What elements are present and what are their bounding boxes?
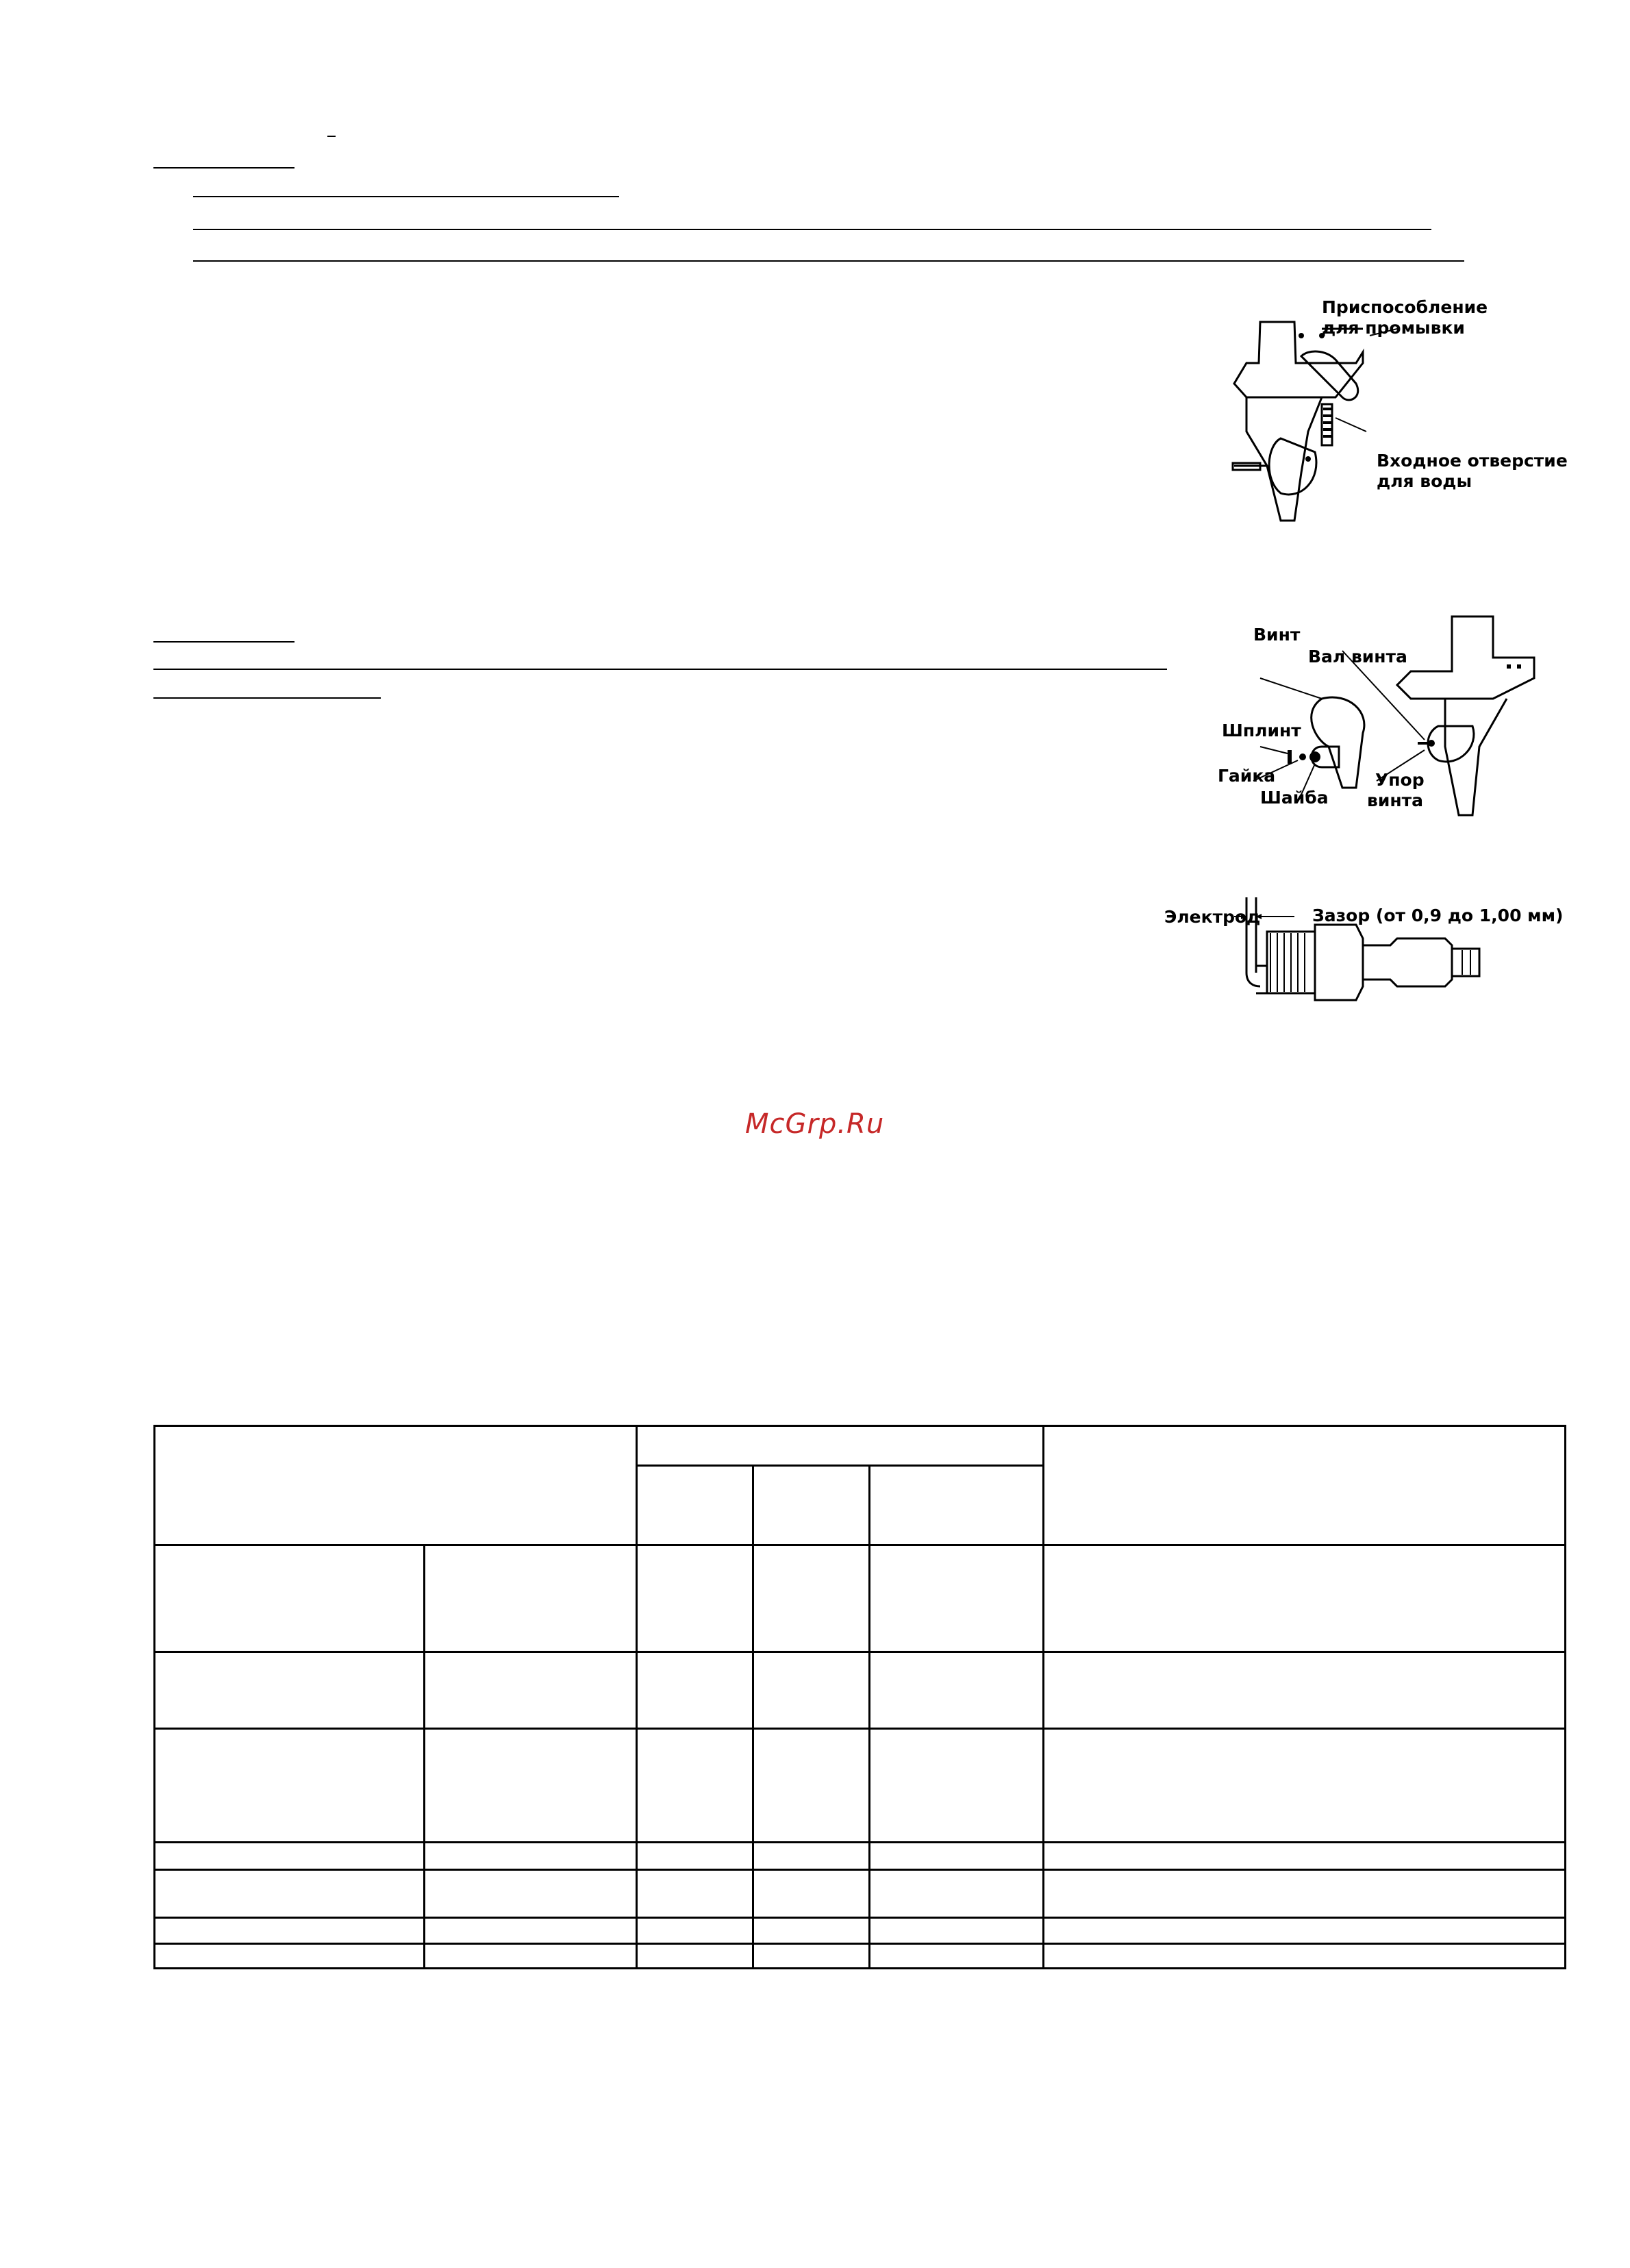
watermark: McGrp.Ru (745, 1108, 885, 1140)
text-rule-3 (193, 260, 1464, 262)
table-header-cell (1044, 1426, 1566, 1545)
section-rule-1 (153, 167, 294, 169)
table-row (155, 1729, 1566, 1843)
table-header-cell (637, 1426, 1044, 1466)
text-rule-2 (193, 229, 1431, 230)
propeller-shaft-label: Вал винта (1308, 647, 1407, 666)
cotter-pin-label: Шплинт (1222, 721, 1301, 740)
spec-table (153, 1425, 1566, 1969)
flushing-device-label-2: для промывки (1322, 318, 1465, 338)
table-row (155, 1843, 1566, 1870)
electrode-label: Электрод (1164, 907, 1261, 927)
table-row (155, 1652, 1566, 1729)
text-rule-1 (193, 196, 619, 197)
header-dash (327, 136, 336, 137)
table-row (155, 1545, 1566, 1652)
washer-label: Шайба (1260, 788, 1329, 808)
table-header-cell (637, 1466, 753, 1545)
section-rule-2 (153, 641, 294, 643)
table-row (155, 1918, 1566, 1944)
water-inlet-label-2: для воды (1377, 471, 1472, 491)
thrust-label-1: Упор (1375, 770, 1425, 790)
thrust-label-2: винта (1367, 790, 1423, 810)
nut-label: Гайка (1218, 766, 1276, 786)
water-inlet-label-1: Входное отверстие (1377, 451, 1568, 471)
text-rule-4 (153, 669, 1167, 670)
propeller-label: Винт (1253, 625, 1301, 645)
table-row (155, 1944, 1566, 1969)
table-header-cell (155, 1426, 637, 1545)
flushing-device-label-1: Приспособление (1322, 297, 1488, 317)
table-header-cell (753, 1466, 870, 1545)
text-rule-5 (153, 697, 381, 699)
gap-label: Зазор (от 0,9 до 1,00 мм) (1312, 906, 1564, 925)
table-header-cell (870, 1466, 1044, 1545)
table-row (155, 1870, 1566, 1918)
